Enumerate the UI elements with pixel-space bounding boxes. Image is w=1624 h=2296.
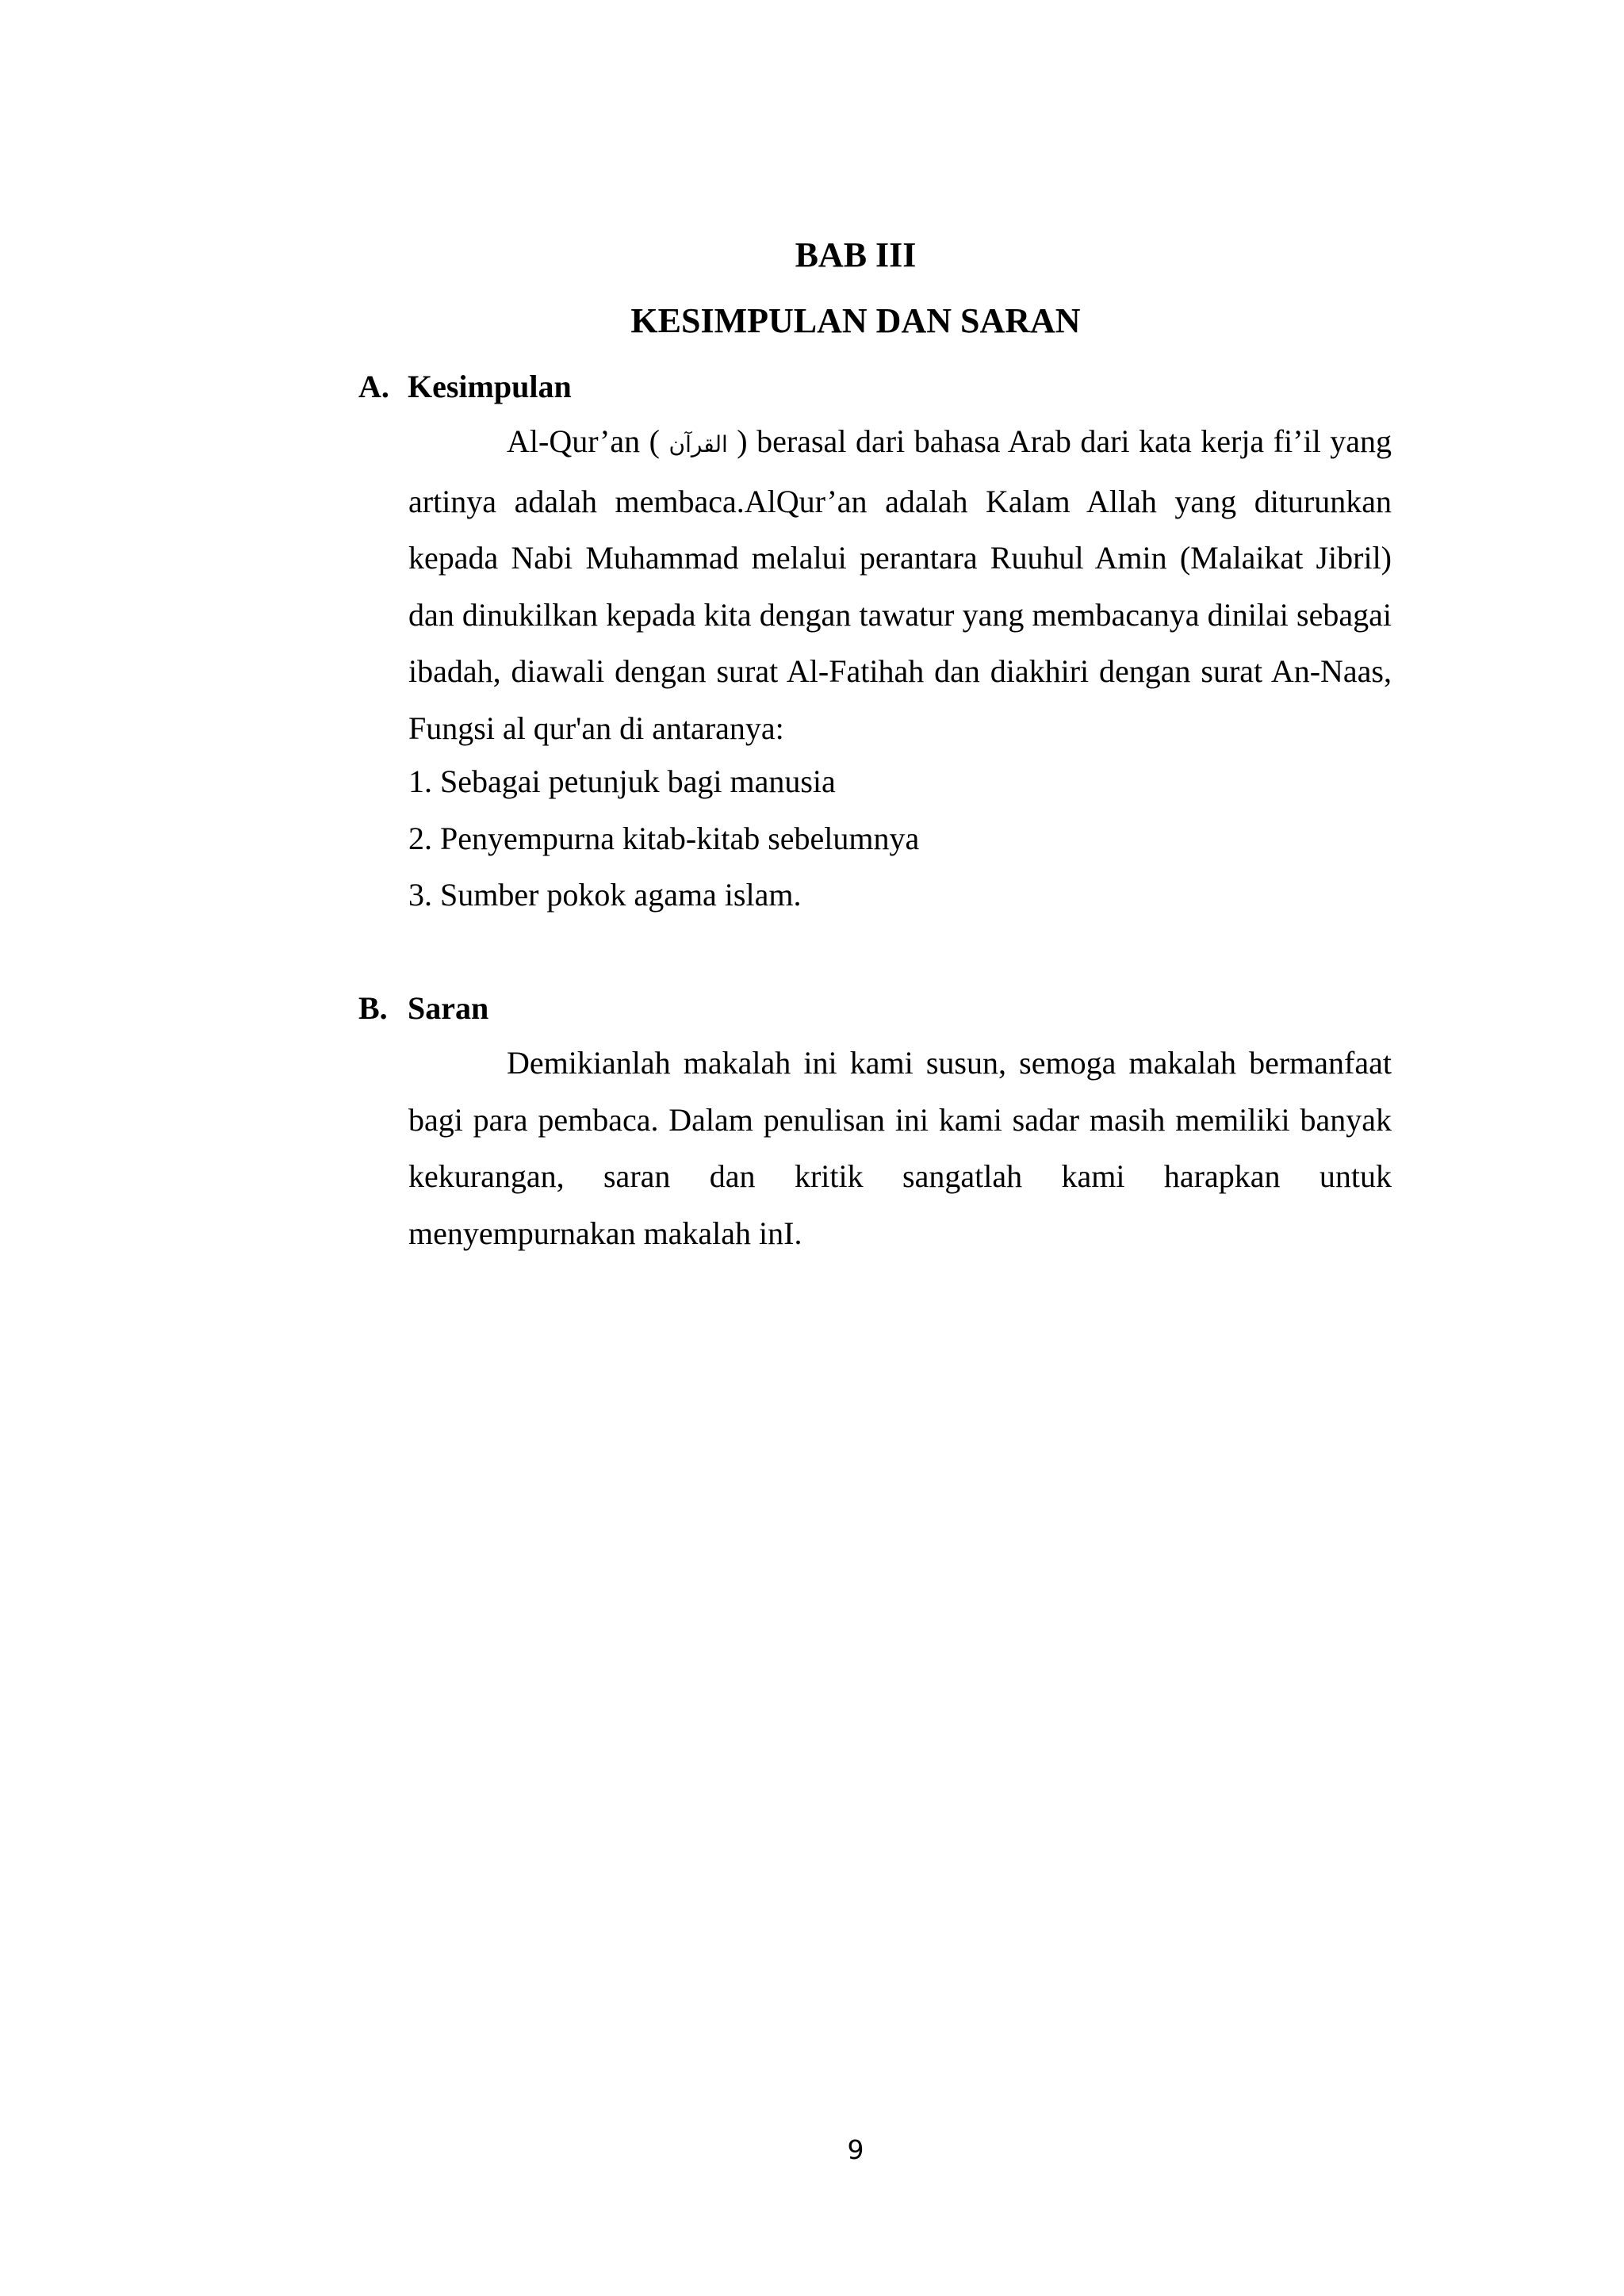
kesimpulan-paragraph	[408, 413, 1392, 756]
section-letter: A.	[358, 369, 389, 404]
arabic-term: القرآن	[668, 431, 728, 457]
chapter-title: KESIMPULAN DAN SARAN	[630, 301, 1081, 340]
page-number: 9	[847, 2134, 864, 2165]
list-item: 2. Penyempurna kitab-kitab sebelumnya	[408, 820, 920, 856]
section-heading-saran	[358, 989, 488, 1028]
paragraph-text: ) berasal dari bahasa Arab dari kata kerja fi’il yang artinya adalah membaca.AlQur’an adalah Kalam Allah yang diturunkan kepada Nabi Muhammad melalui perantara Ruuhul Amin (Malaikat Jibril) dan dinukilkan kepada kita dengan tawatur yang membacanya dinilai sebagai ibadah, diawali dengan surat Al-Fatihah dan diakhiri dengan surat An-Naas, Fungsi al qur'an di antaranya:	[408, 423, 1392, 746]
section-heading-kesimpulan	[358, 367, 572, 407]
list-item: 1. Sebagai petunjuk bagi manusia	[408, 763, 836, 799]
saran-paragraph: Demikianlah makalah ini kami susun, semoga makalah bermanfaat bagi para pembaca. Dalam penulisan ini kami sadar masih memiliki banyak kekurangan, saran dan kritik sangatlah kami harapkan untuk menyempurnakan makalah inI.	[408, 1045, 1392, 1251]
section-letter: B.	[358, 990, 388, 1026]
chapter-number: BAB III	[795, 235, 917, 274]
paragraph-text: Al-Qur’an (	[507, 423, 669, 459]
section-title: Saran	[408, 990, 489, 1026]
fungsi-list	[408, 753, 919, 924]
list-item: 3. Sumber pokok agama islam.	[408, 877, 802, 913]
section-title: Kesimpulan	[408, 369, 572, 404]
